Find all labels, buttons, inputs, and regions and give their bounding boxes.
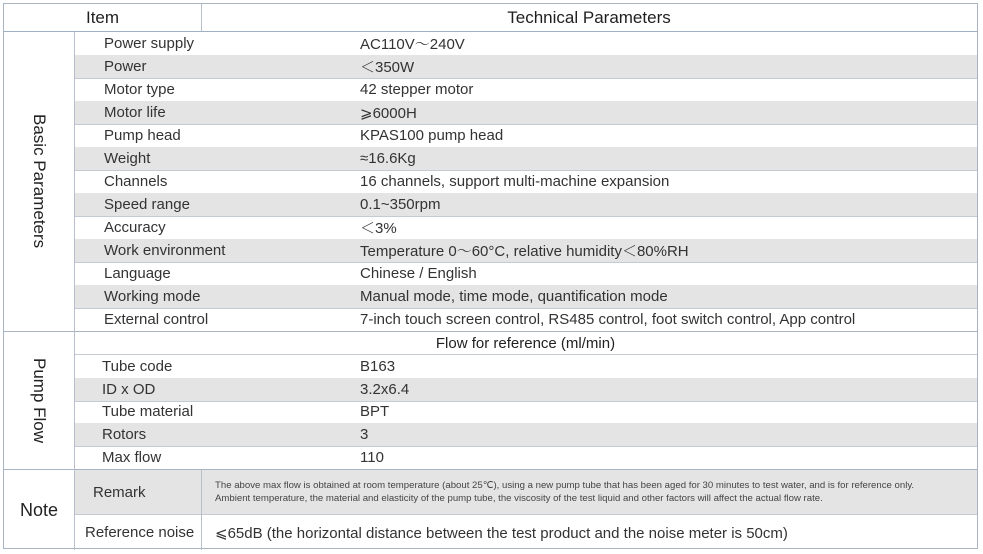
row-label: Accuracy bbox=[104, 219, 166, 236]
row-label: Speed range bbox=[104, 196, 190, 213]
row-label: Max flow bbox=[102, 449, 162, 467]
remark-line-2: Ambient temperature, the material and elasticity of the pump tube, the viscosity of the test liquid and other factors will affect the actual flow rate. bbox=[215, 493, 823, 504]
row-label: Work environment bbox=[104, 242, 226, 259]
table-row bbox=[74, 285, 977, 308]
header-item: Item bbox=[85, 7, 120, 27]
row-label: Rotors bbox=[102, 426, 147, 444]
spec-table bbox=[3, 3, 978, 549]
reference-noise-row bbox=[74, 515, 977, 550]
row-value: 42 stepper motor bbox=[360, 81, 474, 98]
row-value: 16 channels, support multi-machine expansion bbox=[360, 173, 670, 190]
note-column-divider bbox=[201, 470, 202, 550]
row-label: Power bbox=[104, 58, 147, 75]
table-row bbox=[74, 308, 977, 331]
row-value: B163 bbox=[360, 357, 396, 375]
row-value: 0.1~350rpm bbox=[360, 196, 441, 213]
flow-reference-heading: Flow for reference (ml/min) bbox=[435, 334, 616, 352]
row-label: Language bbox=[104, 265, 171, 282]
table-row bbox=[74, 170, 977, 193]
row-value: BPT bbox=[360, 403, 390, 421]
table-row bbox=[74, 124, 977, 147]
row-value: 7-inch touch screen control, RS485 control, foot switch control, App control bbox=[360, 311, 856, 328]
reference-noise-value: ⩽65dB (the horizontal distance between the test product and the noise meter is 50cm) bbox=[215, 524, 788, 542]
basic-parameters-label: Basic Parameters bbox=[30, 114, 49, 249]
row-value: 3.2x6.4 bbox=[360, 380, 410, 398]
reference-noise-label: Reference noise bbox=[85, 524, 195, 541]
remark-label: Remark bbox=[93, 483, 146, 501]
row-value: ＜350W bbox=[360, 59, 415, 76]
row-value: Manual mode, time mode, quantification mode bbox=[360, 288, 668, 305]
remark-row bbox=[74, 470, 977, 514]
table-row bbox=[74, 101, 977, 124]
header-technical-parameters: Technical Parameters bbox=[507, 7, 671, 27]
row-value: Temperature 0～60°C, relative humidity＜80%RH bbox=[360, 243, 689, 260]
row-label: Motor life bbox=[104, 104, 166, 121]
table-row bbox=[74, 401, 977, 424]
row-label: Weight bbox=[104, 150, 151, 167]
row-label: Tube material bbox=[102, 403, 194, 421]
table-row bbox=[74, 355, 977, 378]
table-row bbox=[74, 78, 977, 101]
table-row bbox=[74, 446, 977, 469]
note-label: Note bbox=[19, 499, 59, 520]
row-value: ＜3% bbox=[360, 220, 397, 237]
table-row bbox=[74, 193, 977, 216]
row-label: ID x OD bbox=[102, 380, 156, 398]
table-row bbox=[74, 239, 977, 262]
row-value: 3 bbox=[360, 426, 369, 444]
row-value: 110 bbox=[360, 449, 384, 467]
section-column-divider bbox=[74, 32, 75, 550]
row-value: Chinese / English bbox=[360, 265, 477, 282]
row-value: AC110V～240V bbox=[360, 36, 465, 53]
table-row bbox=[74, 147, 977, 170]
table-row bbox=[74, 378, 977, 401]
table-row bbox=[74, 216, 977, 239]
row-label: Motor type bbox=[104, 81, 175, 98]
table-row bbox=[74, 423, 977, 446]
row-label: Tube code bbox=[102, 357, 173, 375]
pump-flow-label: Pump Flow bbox=[30, 357, 49, 444]
row-label: Working mode bbox=[104, 288, 201, 305]
table-row bbox=[74, 32, 977, 55]
row-label: Power supply bbox=[104, 35, 195, 52]
remark-text bbox=[215, 470, 969, 514]
table-row bbox=[74, 262, 977, 285]
header-column-divider bbox=[201, 4, 202, 31]
remark-line-1: The above max flow is obtained at room temperature (about 25℃), using a new pump tube that has been aged for 30 minutes to test water, and is for reference only. bbox=[215, 480, 915, 491]
row-label: External control bbox=[104, 311, 209, 328]
row-label: Pump head bbox=[104, 127, 181, 144]
row-label: Channels bbox=[104, 173, 168, 190]
row-value: ≈16.6Kg bbox=[360, 150, 416, 167]
table-row bbox=[74, 55, 977, 78]
section-divider-basic bbox=[4, 331, 977, 332]
row-value: KPAS100 pump head bbox=[360, 127, 504, 144]
row-value: ⩾6000H bbox=[360, 104, 417, 122]
